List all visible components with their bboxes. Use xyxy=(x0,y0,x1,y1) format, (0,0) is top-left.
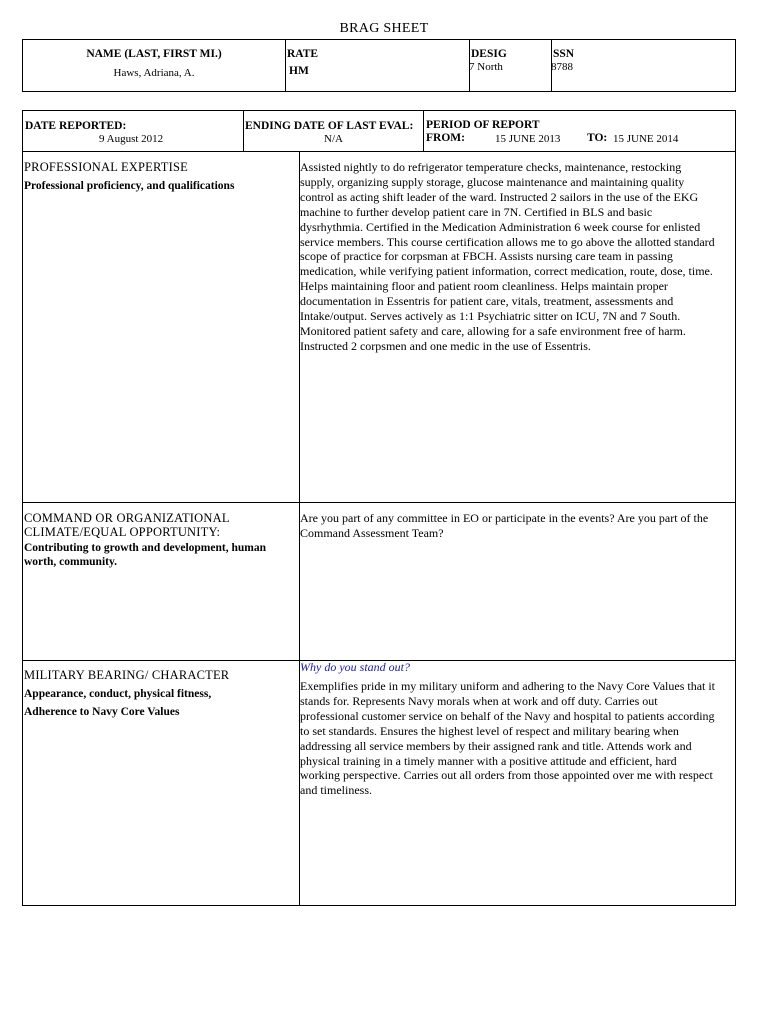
professional-line: dysrhythmia. Certified in the Medication Administration 6 week course for enlisted xyxy=(300,219,701,234)
professional-line: Instructed 2 corpsmen and one medic in the use of Essentris. xyxy=(300,338,591,353)
ssn-label: SSN xyxy=(553,48,575,60)
command-line: Are you part of any committee in EO or participate in the events? Are you part of the xyxy=(300,511,709,525)
ending-date-value: N/A xyxy=(324,133,343,145)
name-label: NAME (LAST, FIRST MI.) xyxy=(86,48,222,60)
military-line: Exemplifies pride in my military uniform and adhering to the Navy Core Values that it xyxy=(300,679,716,693)
professional-line: Helps maintaining floor and patient room cleanliness. Helps maintain proper xyxy=(300,279,668,294)
command-body xyxy=(300,511,736,541)
header-table xyxy=(22,39,736,92)
report-table xyxy=(22,110,736,906)
date-reported-value: 9 August 2012 xyxy=(99,133,164,145)
from-label: FROM: xyxy=(426,132,465,144)
command-title-line2: CLIMATE/EQUAL OPPORTUNITY: xyxy=(24,525,221,539)
professional-line: documentation in Essentris for patient care, vitals, treatment, assessments and xyxy=(300,294,674,309)
military-body xyxy=(300,679,736,798)
professional-line: Intake/output. Serves actively as 1:1 Psychiatric sitter on ICU, 7N and 7 South. xyxy=(300,309,681,324)
professional-title: PROFESSIONAL EXPERTISE xyxy=(24,160,188,174)
professional-body xyxy=(300,160,736,354)
professional-line: scope of practice for corpsman at FBCH. Assists nursing care team in passing xyxy=(300,249,673,264)
professional-line: service members. This course certification allows me to go above the allotted standard xyxy=(300,234,715,249)
military-line: to set standards. Ensures the highest level of respect and military bearing when xyxy=(300,723,679,738)
professional-line: medication, while verifying patient information, correct medication, route, dose, time. xyxy=(300,264,713,279)
desig-value: 7 North xyxy=(469,61,503,73)
military-title: MILITARY BEARING/ CHARACTER xyxy=(24,668,230,682)
to-value: 15 JUNE 2014 xyxy=(613,133,679,145)
military-line: professional customer service on behalf of the Navy and hospital to patients according xyxy=(300,708,715,723)
name-value: Haws, Adriana, A. xyxy=(113,67,195,79)
ending-date-label: ENDING DATE OF LAST EVAL: xyxy=(245,120,414,132)
command-subtitle-line1: Contributing to growth and development, human xyxy=(24,542,266,554)
professional-subtitle: Professional proficiency, and qualifications xyxy=(24,180,235,192)
date-reported-label: DATE REPORTED: xyxy=(25,120,127,132)
military-line: stands for. Represents Navy morals when at work and off duty. Carries out xyxy=(300,693,658,708)
rate-cell xyxy=(285,40,470,91)
military-line: and timeliness. xyxy=(300,783,372,798)
to-label: TO: xyxy=(587,132,608,144)
professional-line: machine to further develop patient care in 7N. Certified in BLS and basic xyxy=(300,204,653,219)
military-line: addressing all service members by their assigned rank and title. Attends work and xyxy=(300,738,692,753)
military-subtitle-line1: Appearance, conduct, physical fitness, xyxy=(24,688,212,700)
desig-cell xyxy=(469,40,552,91)
military-line: physical training in a timely manner with a positive attitude and efficient, hard xyxy=(300,753,677,768)
military-subtitle-line2: Adherence to Navy Core Values xyxy=(24,706,180,718)
from-value: 15 JUNE 2013 xyxy=(495,133,561,145)
professional-line: Monitored patient safety and care, allowing for a safe environment free of harm. xyxy=(300,323,686,338)
military-line: working perspective. Carries out all orders from those appointed over me with respect xyxy=(300,768,713,783)
military-prompt: Why do you stand out? xyxy=(300,660,410,674)
ssn-cell xyxy=(551,40,735,91)
desig-label: DESIG xyxy=(471,48,507,60)
professional-line: control as acting shift leader of the ward. Instructed 2 sailors in the use of the EKG xyxy=(300,189,699,204)
period-label: PERIOD OF REPORT xyxy=(426,119,540,131)
command-line: Command Assessment Team? xyxy=(300,525,444,540)
name-cell xyxy=(23,40,286,91)
command-title-line1: COMMAND OR ORGANIZATIONAL xyxy=(24,511,230,525)
command-subtitle-line2: worth, community. xyxy=(24,556,117,568)
rate-value: HM xyxy=(289,65,309,77)
page-title: BRAG SHEET xyxy=(339,21,429,36)
ssn-value: 8788 xyxy=(551,61,573,73)
rate-label: RATE xyxy=(287,48,319,60)
professional-line: supply, organizing supply storage, glucose maintenance and maintaining quality xyxy=(300,174,685,189)
professional-line: Assisted nightly to do refrigerator temperature checks, maintenance, restocking xyxy=(300,160,682,174)
